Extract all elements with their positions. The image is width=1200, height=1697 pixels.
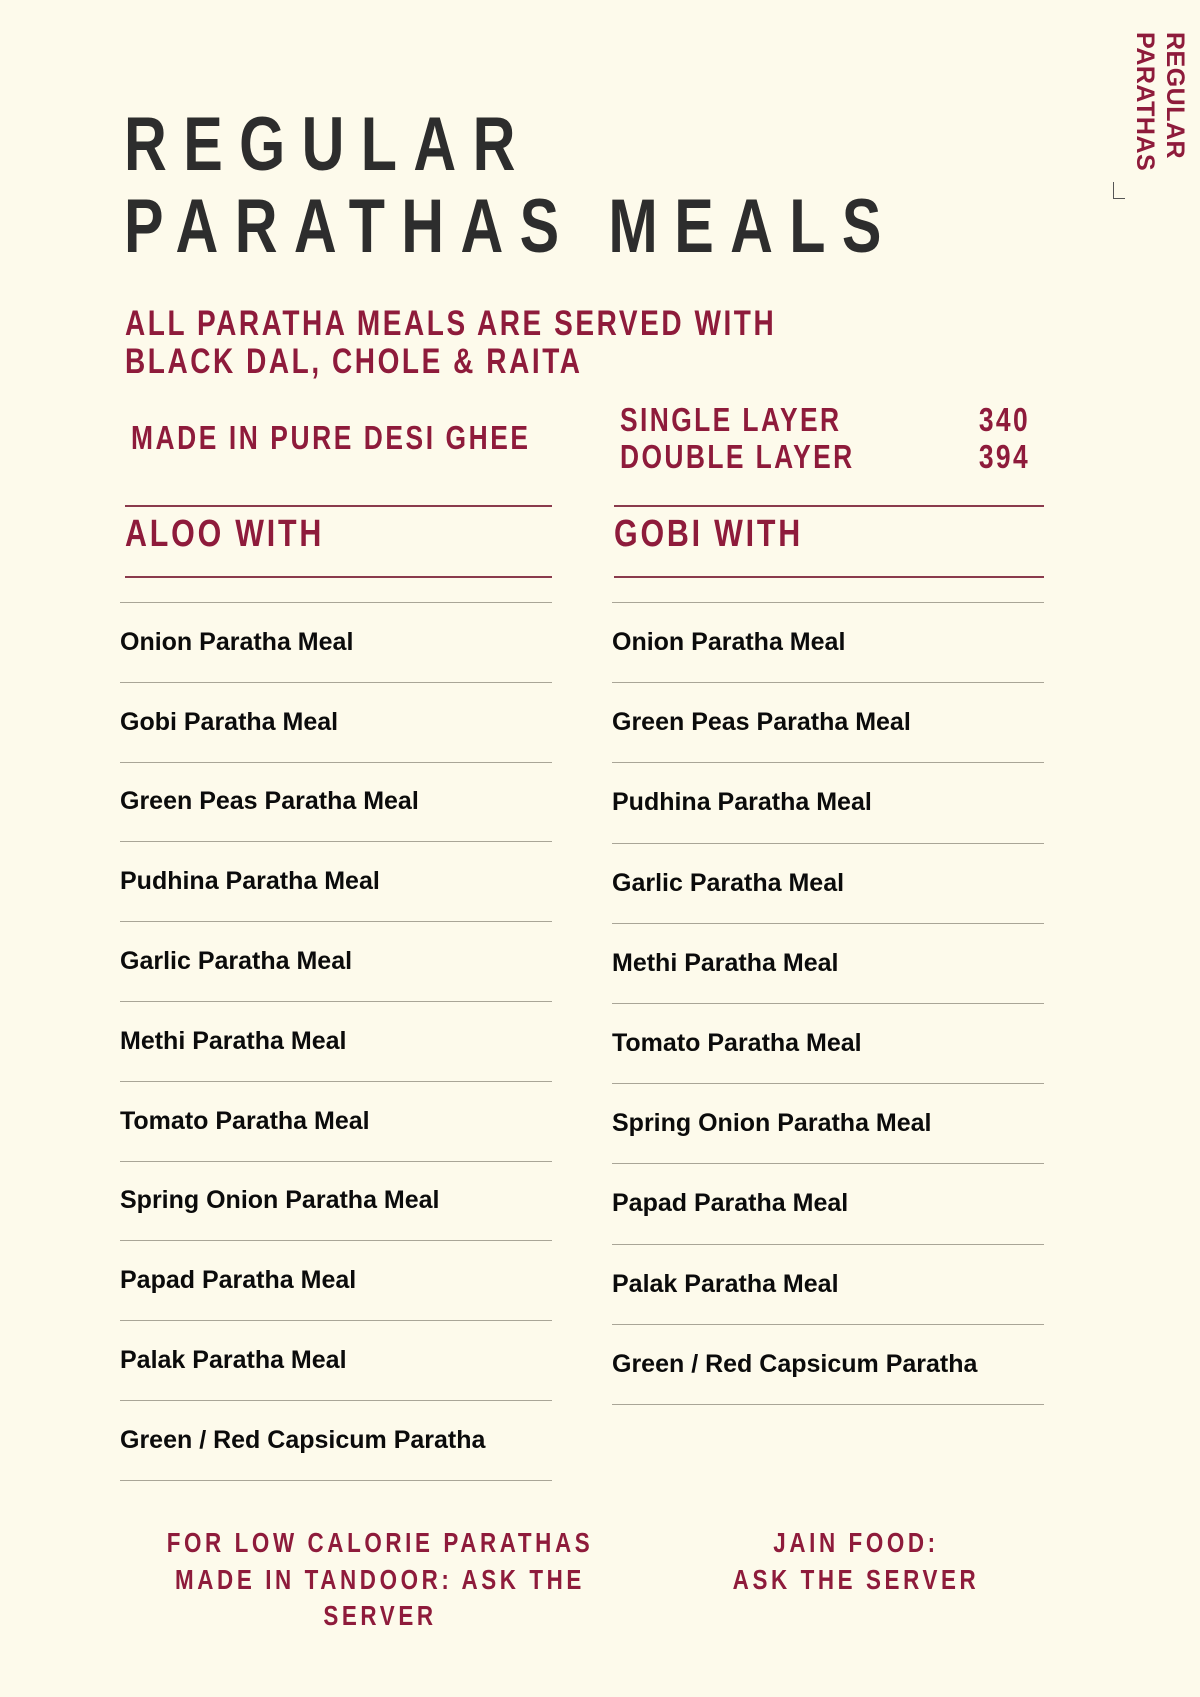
footer-right-text [696,1525,1016,1598]
menu-item: Tomato Paratha Meal [612,1004,1044,1084]
title-line1: REGULAR [124,102,532,187]
jain-food-note [656,1525,1056,1598]
menu-item: Green / Red Capsicum Paratha [120,1401,552,1481]
menu-item: Garlic Paratha Meal [120,922,552,1002]
menu-item: Green / Red Capsicum Paratha [612,1325,1044,1405]
menu-item: Methi Paratha Meal [612,924,1044,1004]
price-value: 394 [978,438,1030,475]
side-tab-line1: REGULAR [1161,32,1189,160]
price-value: 340 [978,401,1030,438]
menu-item: Palak Paratha Meal [120,1321,552,1401]
menu-item: Gobi Paratha Meal [120,683,552,763]
menu-item: Spring Onion Paratha Meal [120,1162,552,1242]
desi-ghee-note: MADE IN PURE DESI GHEE [131,419,531,456]
footer-left-line2: MADE IN TANDOOR: ASK THE [175,1563,585,1595]
section-top-rule [614,505,1044,507]
menu-item: Papad Paratha Meal [120,1241,552,1321]
title-line2: PARATHAS MEALS [124,184,898,269]
menu-item: Pudhina Paratha Meal [612,763,1044,843]
section-heading: GOBI WITH [614,513,804,555]
section-bottom-rule [125,576,552,578]
menu-item: Papad Paratha Meal [612,1164,1044,1244]
menu-item: Palak Paratha Meal [612,1245,1044,1325]
low-calorie-note [80,1525,680,1635]
footer-right-line1: JAIN FOOD: [773,1527,939,1558]
side-tab-line2: PARATHAS [1131,32,1159,172]
menu-item: Onion Paratha Meal [612,603,1044,683]
price-label: SINGLE LAYER [620,401,842,438]
footer-right-line2: ASK THE SERVER [732,1563,980,1595]
menu-item: Green Peas Paratha Meal [612,683,1044,763]
menu-item: Methi Paratha Meal [120,1002,552,1082]
footer-left-text [140,1525,620,1635]
price-label: DOUBLE LAYER [620,438,855,475]
menu-item: Tomato Paratha Meal [120,1082,552,1162]
menu-item: Green Peas Paratha Meal [120,763,552,843]
footer-left-line3: SERVER [323,1600,437,1631]
menu-item: Spring Onion Paratha Meal [612,1084,1044,1164]
menu-list [612,602,1044,1405]
footer-left-line1: FOR LOW CALORIE PARATHAS [166,1527,594,1558]
subtitle-line2: BLACK DAL, CHOLE & RAITA [125,342,583,381]
subtitle-line1: ALL PARATHA MEALS ARE SERVED WITH [125,304,777,343]
menu-list [120,602,552,1481]
section-heading: ALOO WITH [125,513,325,555]
section-bottom-rule [614,576,1044,578]
section-top-rule [125,505,552,507]
menu-item: Garlic Paratha Meal [612,844,1044,924]
section-gobi-with [612,0,1044,1697]
section-aloo-with [120,0,552,1697]
corner-mark [1113,182,1125,199]
menu-item: Onion Paratha Meal [120,603,552,683]
menu-item: Pudhina Paratha Meal [120,842,552,922]
side-tab-label [1130,32,1190,182]
